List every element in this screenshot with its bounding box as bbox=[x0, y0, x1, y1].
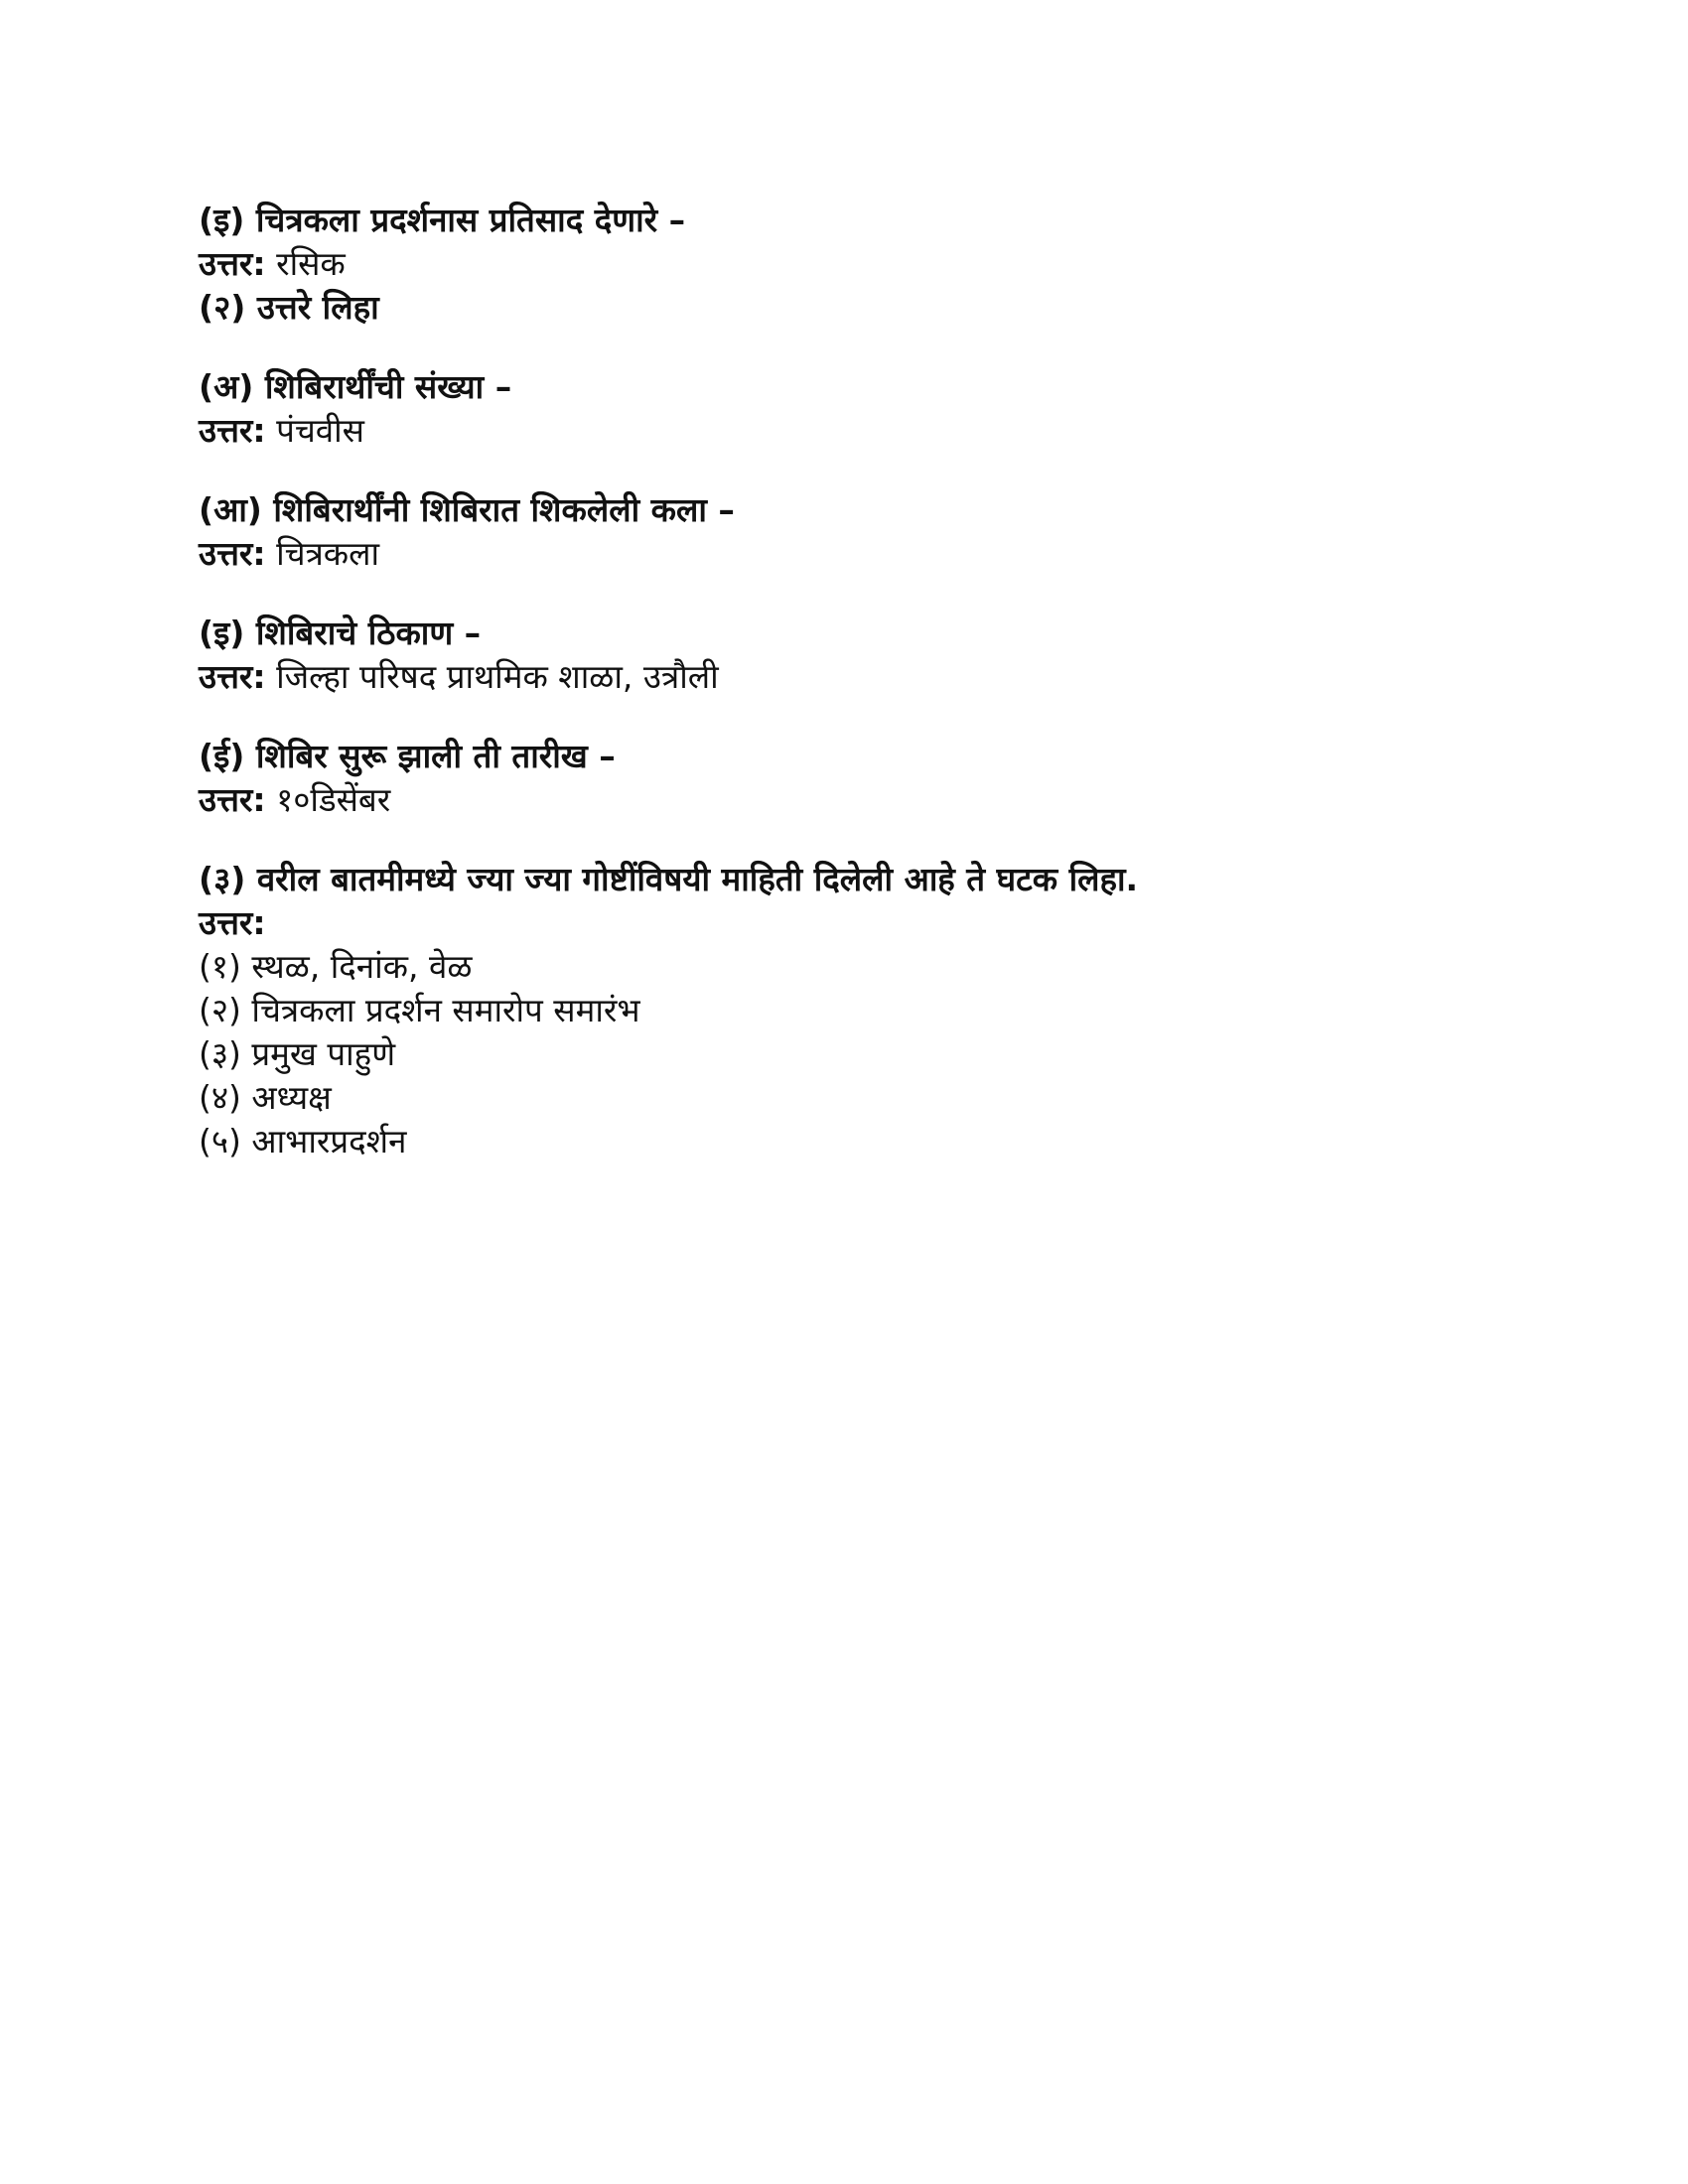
question-ee-camp-start-date: (ई) शिबिर सुरू झाली ती तारीख – bbox=[199, 737, 616, 775]
spacer bbox=[199, 699, 1489, 735]
answer-text: चित्रकला bbox=[265, 534, 380, 573]
answer-line bbox=[199, 655, 1489, 699]
answer-label: उत्तर: bbox=[199, 657, 266, 696]
answer-text: १०डिसेंबर bbox=[265, 780, 391, 819]
answer-label: उत्तर: bbox=[199, 244, 266, 283]
answer-text: पंचवीस bbox=[265, 411, 364, 450]
spacer bbox=[199, 576, 1489, 612]
section-2-title: (२) उत्तरे लिहा bbox=[199, 288, 379, 327]
answer-text: जिल्हा परिषद प्राथमिक शाळा, उत्रौली bbox=[265, 657, 719, 696]
list-item: (४) अध्यक्ष bbox=[199, 1078, 332, 1117]
section-3-question: (३) वरील बातमीमध्ये ज्या ज्या गोष्टींविषयी माहिती दिलेली आहे ते घटक लिहा. bbox=[199, 860, 1139, 898]
question-aa-art-learned: (आ) शिबिरार्थींनी शिबिरात शिकलेली कला – bbox=[199, 490, 735, 529]
list-item: (२) चित्रकला प्रदर्शन समारोप समारंभ bbox=[199, 991, 640, 1029]
answer-label: उत्तर: bbox=[199, 411, 266, 450]
answer-line bbox=[199, 778, 1489, 822]
spacer bbox=[199, 822, 1489, 858]
document-page bbox=[199, 199, 1489, 1163]
list-item: (१) स्थळ, दिनांक, वेळ bbox=[199, 947, 473, 986]
answer-label: उत्तर: bbox=[199, 534, 266, 573]
answer-text: रसिक bbox=[265, 244, 346, 283]
question-e-camp-location: (इ) शिबिराचे ठिकाण – bbox=[199, 614, 482, 652]
answer-label: उत्तर: bbox=[199, 780, 266, 819]
list-item: (३) प्रमुख पाहुणे bbox=[199, 1034, 396, 1073]
spacer bbox=[199, 330, 1489, 365]
list-item: (५) आभारप्रदर्शन bbox=[199, 1122, 407, 1160]
answer-line bbox=[199, 242, 1489, 286]
answer-line bbox=[199, 409, 1489, 453]
question-a-camper-count: (अ) शिबिरार्थींची संख्या – bbox=[199, 367, 512, 406]
answer-line bbox=[199, 532, 1489, 576]
answer-label: उत्तर: bbox=[199, 903, 266, 942]
spacer bbox=[199, 453, 1489, 488]
question-e-painting-exhibition: (इ) चित्रकला प्रदर्शनास प्रतिसाद देणारे – bbox=[199, 201, 686, 239]
